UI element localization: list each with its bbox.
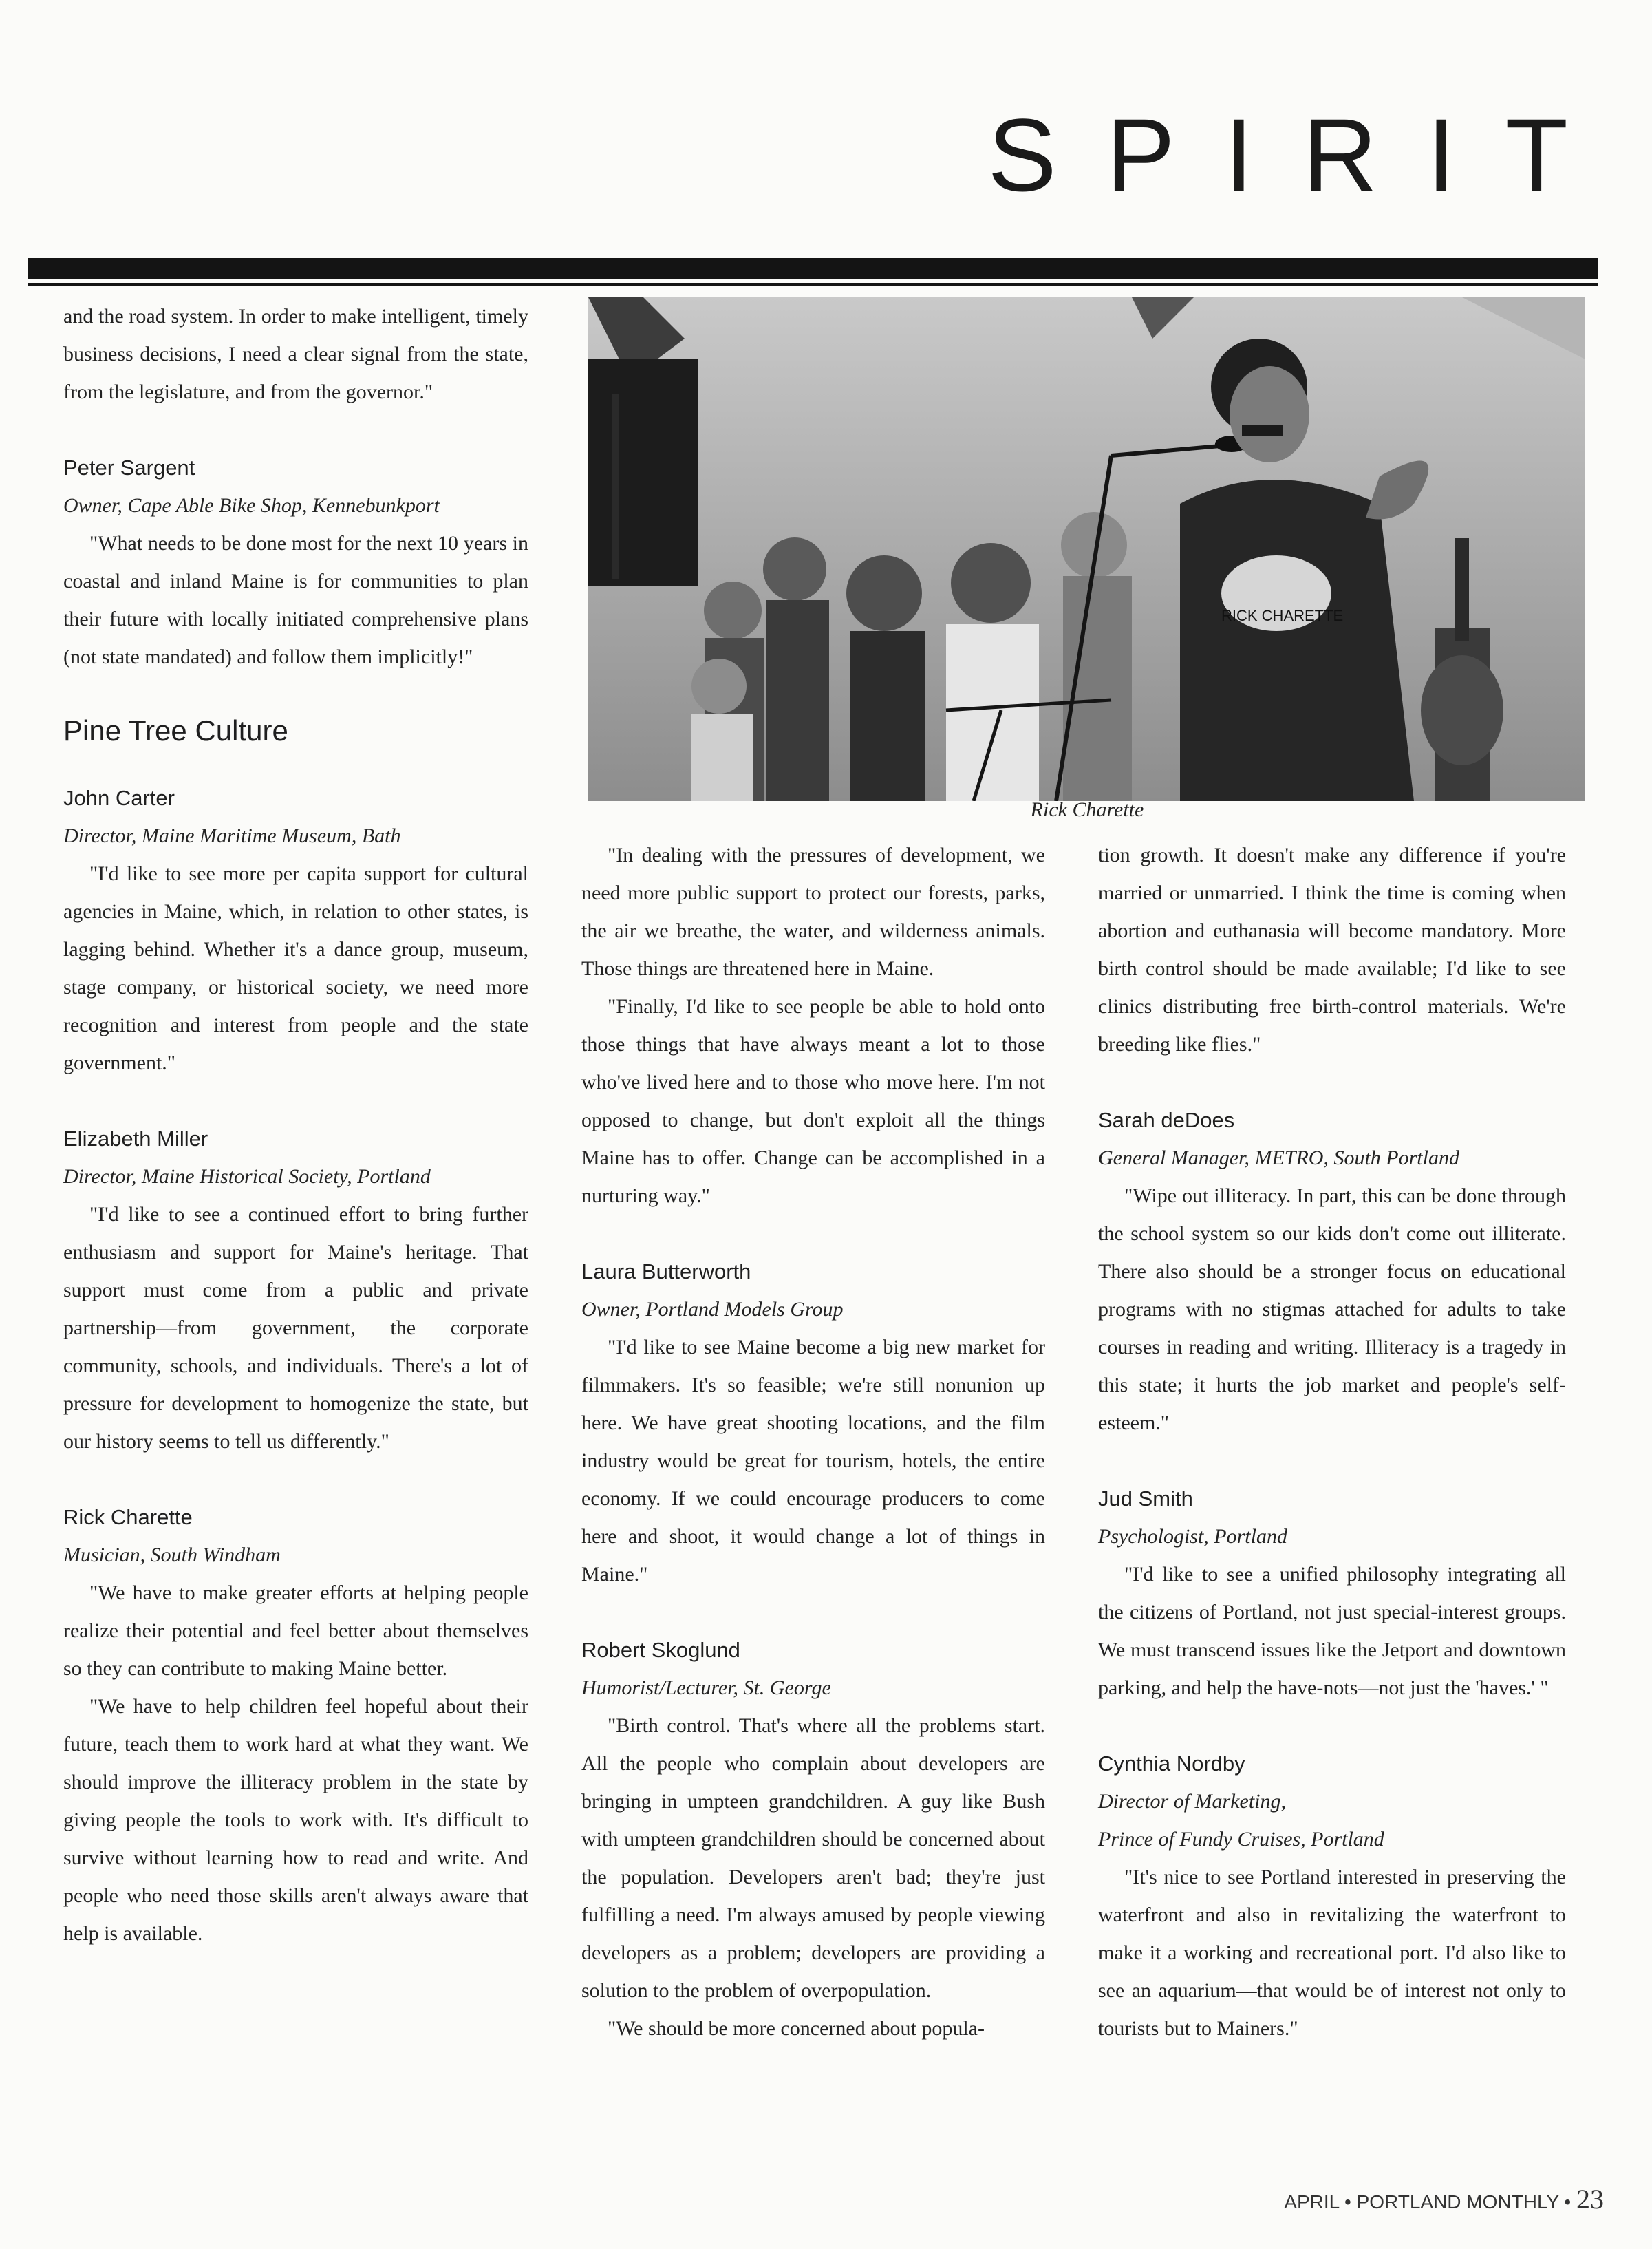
person-name: Rick Charette: [63, 1505, 193, 1529]
person-role: Humorist/Lecturer, St. George: [581, 1676, 831, 1699]
quote-paragraph: "I'd like to see a unified philosophy integrating all the citizens of Portland, not just special-interest groups. We must transcend issues like the Jetport and downtown parking, and help the have-nots—not just the 'haves.' ": [1098, 1563, 1566, 1699]
footer-magazine: PORTLAND MONTHLY: [1356, 2191, 1559, 2213]
person-role: Director of Marketing,: [1098, 1790, 1287, 1813]
photo-caption: Rick Charette: [1030, 798, 1144, 821]
header-rule: [28, 258, 1598, 279]
column-3: [1098, 836, 1566, 2047]
footer-month: APRIL: [1284, 2191, 1340, 2213]
quote-paragraph: "We should be more concerned about popula-: [608, 2017, 985, 2040]
column-1: [63, 297, 528, 1952]
concert-photo: [588, 297, 1585, 801]
quote-paragraph: "What needs to be done most for the next 10 years in coastal and inland Maine is for communities to plan their future with locally initiated comprehensive plans (not state mandated) and follow them implicitly!": [63, 532, 528, 668]
person-role: Psychologist, Portland: [1098, 1525, 1287, 1548]
quote-paragraph: "I'd like to see more per capita support for cultural agencies in Maine, which, in relation to other states, is lagging behind. Whether it's a dance group, museum, stage company, or historical society, we need more recognition and interest from people and the state government.": [63, 862, 528, 1074]
quote-paragraph: "Birth control. That's where all the problems start. All the people who complain about developers are bringing in umpteen grandchildren. A guy like Bush with umpteen grandchildren should be concerned about the population. Developers aren't bad; they're just fulfilling a need. I'm always amused by people viewing developers as a problem; developers are providing a solution to the problem of overpopulation.: [581, 1714, 1045, 2002]
photo-illustration: [588, 297, 1585, 801]
person-name: Peter Sargent: [63, 456, 195, 480]
shirt-print-text: RICK CHARETTE: [1221, 607, 1344, 624]
person-role: Musician, South Windham: [63, 1544, 281, 1566]
page-number: 23: [1576, 2184, 1604, 2215]
header-rule-thin: [28, 283, 1598, 286]
person-name: Laura Butterworth: [581, 1259, 751, 1283]
person-role: Owner, Portland Models Group: [581, 1298, 844, 1321]
person-name: Cynthia Nordby: [1098, 1751, 1245, 1776]
quote-paragraph: "It's nice to see Portland interested in preserving the waterfront and also in revitalizing the waterfront to make it a working and recreational port. I'd also like to see an aquarium—that would be of interest not only to tourists but to Mainers.": [1098, 1866, 1566, 2040]
person-name: John Carter: [63, 786, 175, 810]
quote-paragraph: "I'd like to see a continued effort to bring further enthusiasm and support for Maine's heritage. That support must come from a public and private partnership—from government, the corporate community, schools, and individuals. There's a lot of pressure for development to homogenize the state, but our history seems to tell us differently.": [63, 1203, 528, 1453]
column-2: [581, 836, 1045, 2047]
person-role: Director, Maine Historical Society, Portland: [63, 1165, 431, 1188]
continued-paragraph: tion growth. It doesn't make any difference if you're married or unmarried. I think the time is coming when abortion and euthanasia will become mandatory. More birth control should be made available; I'd like to see clinics distributing free birth-control materials. We're breeding like flies.": [1098, 844, 1566, 1056]
section-header-title: SPIRIT: [987, 97, 1618, 213]
person-name: Sarah deDoes: [1098, 1108, 1235, 1132]
quote-paragraph: "We have to make greater efforts at helping people realize their potential and feel better about themselves so they can contribute to making Maine better.: [63, 1581, 528, 1680]
quote-paragraph: "I'd like to see Maine become a big new market for filmmakers. It's so feasible; we're still nonunion up here. We have great shooting locations, and the film industry would be great for tourism, hotels, the entire economy. If we could encourage producers to come here and shoot, it would change a lot of things in Maine.": [581, 1336, 1045, 1586]
intro-paragraph: and the road system. In order to make intelligent, timely business decisions, I need a clear signal from the state, from the legislature, and from the governor.": [63, 305, 528, 403]
footer-bullet: •: [1344, 2191, 1351, 2213]
page-footer: [1284, 2183, 1604, 2215]
footer-bullet: •: [1564, 2191, 1571, 2213]
person-role: Prince of Fundy Cruises, Portland: [1098, 1828, 1384, 1851]
person-role: General Manager, METRO, South Portland: [1098, 1147, 1459, 1169]
person-role: Director, Maine Maritime Museum, Bath: [63, 824, 401, 847]
quote-paragraph: "Finally, I'd like to see people be able to hold onto those things that have always meant a lot to those who've lived here and to those who move here. I'm not opposed to change, but don't exploit all the things Maine has to offer. Change can be accomplished in a nurturing way.": [581, 995, 1045, 1207]
person-name: Elizabeth Miller: [63, 1127, 208, 1151]
quote-paragraph: "In dealing with the pressures of development, we need more public support to protect our forests, parks, the air we breathe, the water, and wilderness animals. Those things are threatened here in Maine.: [581, 844, 1045, 980]
section-subheading: Pine Tree Culture: [63, 714, 288, 747]
person-name: Jud Smith: [1098, 1486, 1193, 1511]
quote-paragraph: "Wipe out illiteracy. In part, this can be done through the school system so our kids don't come out illiterate. There also should be a stronger focus on educational programs with no stigmas attached for adults to take courses in reading and writing. Illiteracy is a tragedy in this state; it hurts the job market and people's self-esteem.": [1098, 1184, 1566, 1434]
person-role: Owner, Cape Able Bike Shop, Kennebunkport: [63, 494, 440, 517]
person-name: Robert Skoglund: [581, 1638, 740, 1662]
quote-paragraph: "We have to help children feel hopeful about their future, teach them to work hard at what they want. We should improve the illiteracy problem in the state by giving people the tools to work with. It's difficult to survive without learning how to read and write. And people who need those skills aren't always aware that help is available.: [63, 1695, 528, 1945]
